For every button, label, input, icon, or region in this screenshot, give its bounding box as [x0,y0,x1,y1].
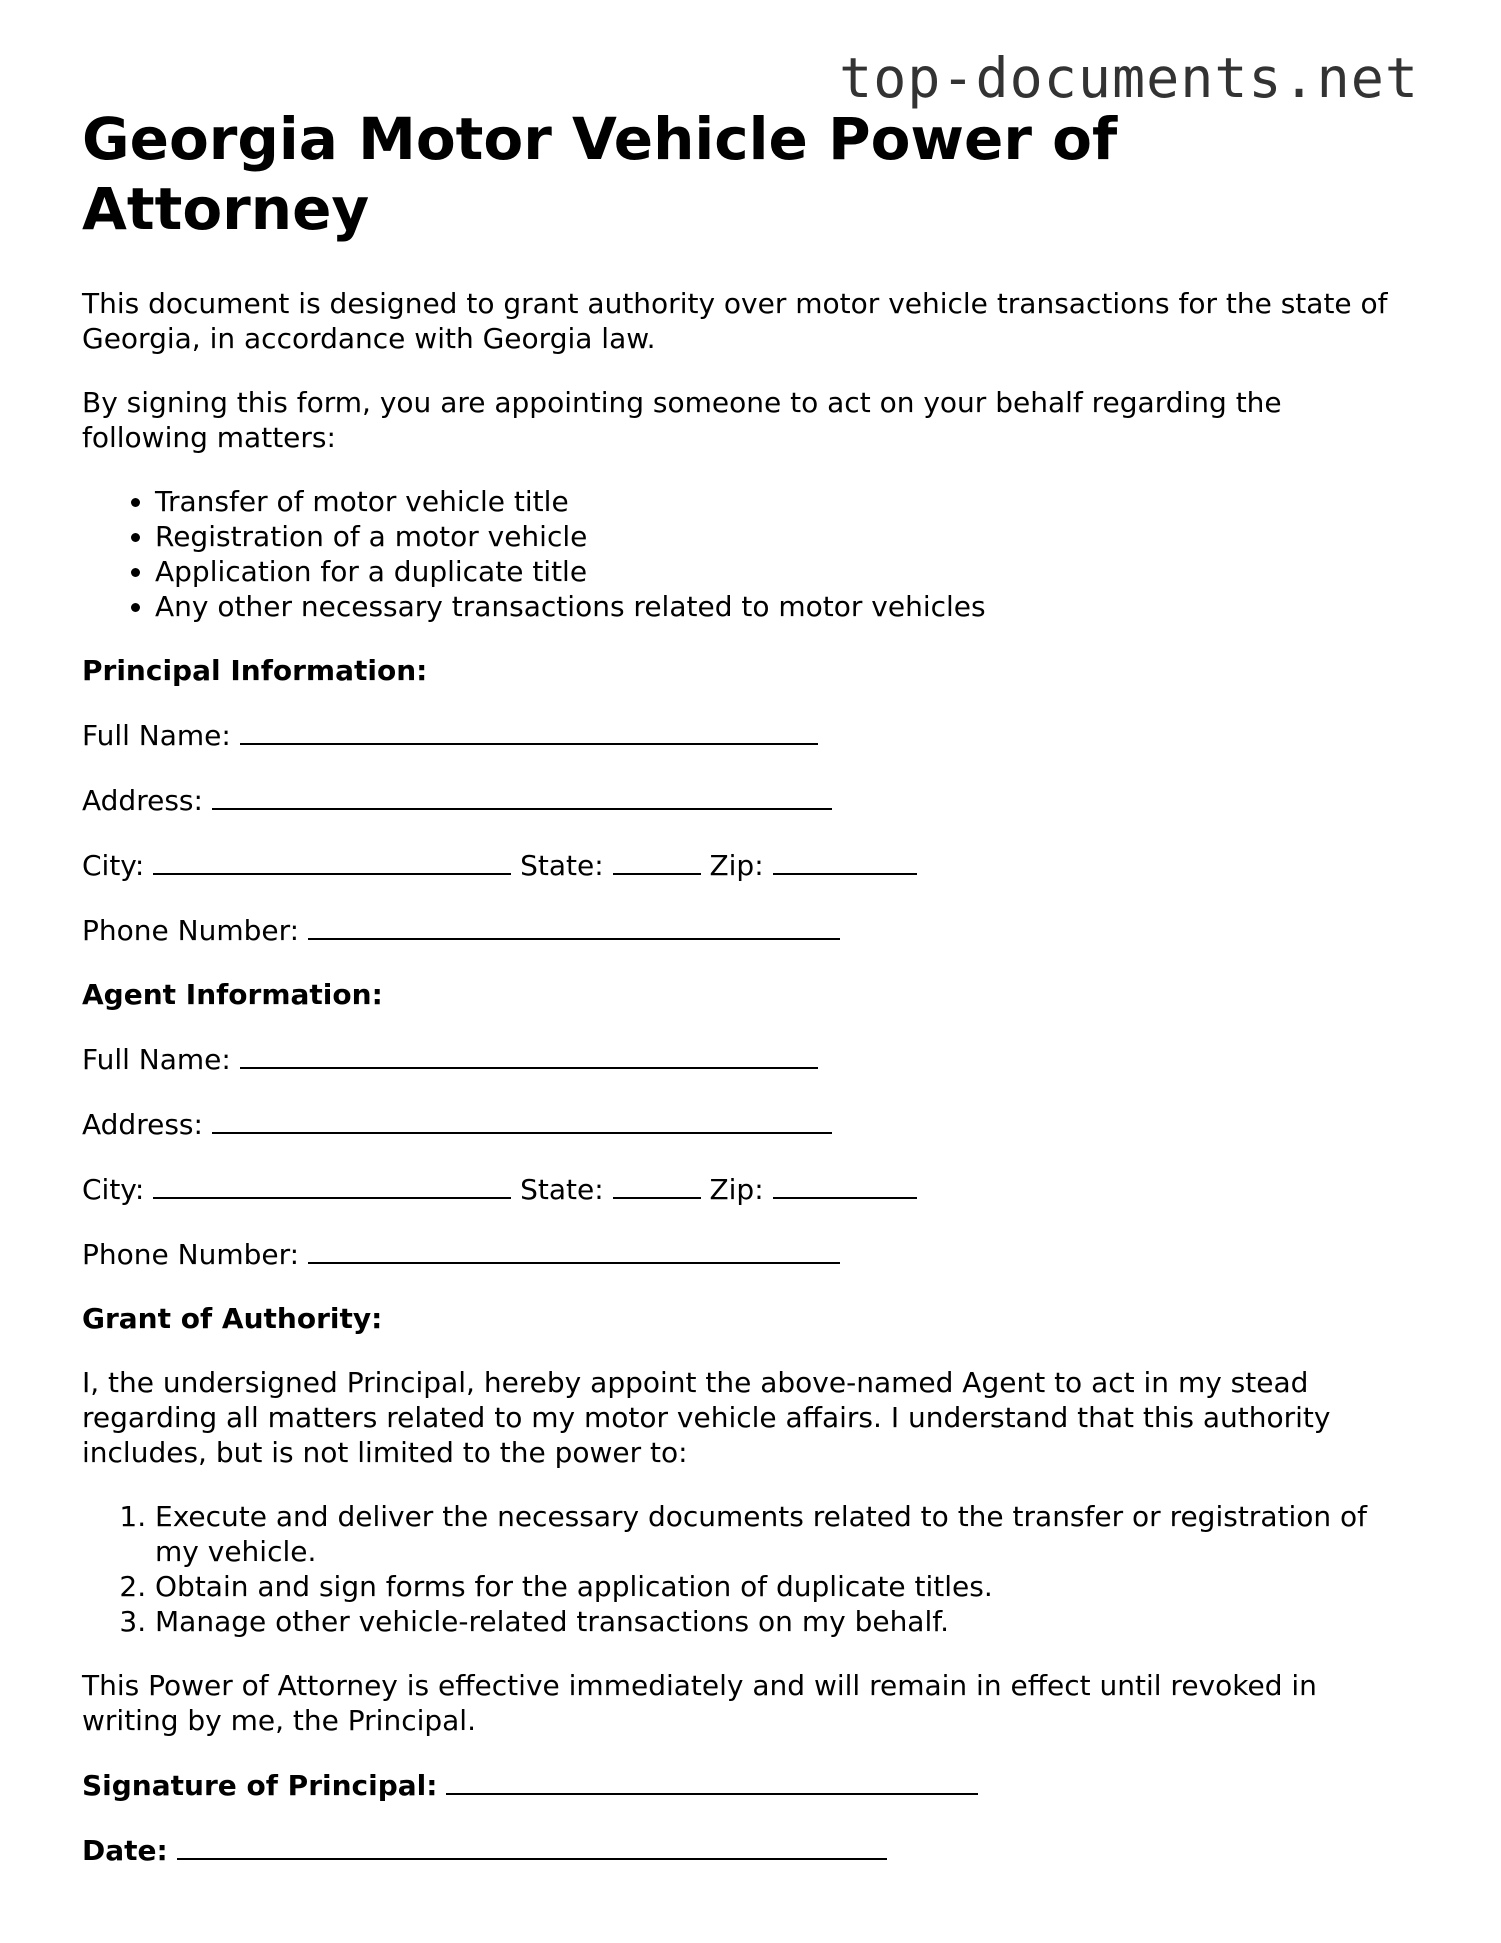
list-item: • Registration of a motor vehicle [155,519,1412,554]
principal-city-field[interactable] [153,847,511,875]
list-item: • Application for a duplicate title [155,554,1412,589]
agent-city-label: City: [82,1173,145,1206]
signature-label: Signature of Principal: [82,1769,438,1802]
agent-state-field[interactable] [613,1171,701,1199]
agent-address-label: Address: [82,1108,203,1141]
agent-city-field[interactable] [153,1171,511,1199]
document-title: Georgia Motor Vehicle Power of Attorney [82,105,1118,243]
agent-full-name-label: Full Name: [82,1043,231,1076]
matters-list [82,484,1412,624]
date-label: Date: [82,1834,168,1867]
date-field[interactable] [177,1832,887,1860]
agent-zip-label: Zip: [709,1173,764,1206]
agent-full-name-field[interactable] [240,1041,818,1069]
principal-zip-field[interactable] [773,847,917,875]
principal-state-label: State: [520,849,604,882]
agent-address-row [82,1106,1412,1142]
principal-city-row [82,847,1412,883]
agent-state-label: State: [520,1173,604,1206]
agent-phone-label: Phone Number: [82,1238,300,1271]
list-item: • Transfer of motor vehicle title [155,484,1412,519]
grant-paragraph: I, the undersigned Principal, hereby appoint the above-named Agent to act in my stead regarding all matters related to my motor vehicle affairs. I understand that this authority includes, but is not limited to the power to: [82,1366,1331,1469]
agent-zip-field[interactable] [773,1171,917,1199]
intro-paragraph: This document is designed to grant authority over motor vehicle transactions for the state of Georgia, in accordance with Georgia law. [82,287,1388,355]
principal-address-label: Address: [82,784,203,817]
principal-heading: Principal Information: [82,654,428,687]
document-page [82,104,1412,1897]
appoint-paragraph: By signing this form, you are appointing someone to act on your behalf regarding the following matters: [82,386,1282,454]
powers-list [82,1499,1412,1639]
principal-phone-row [82,912,1412,948]
agent-city-row [82,1171,1412,1207]
principal-phone-field[interactable] [308,912,840,940]
agent-phone-field[interactable] [308,1236,840,1264]
principal-full-name-label: Full Name: [82,719,231,752]
list-item: 3. Manage other vehicle-related transactions on my behalf. [155,1604,1412,1639]
agent-full-name-row [82,1041,1412,1077]
principal-city-label: City: [82,849,145,882]
principal-full-name-row [82,717,1412,753]
signature-row [82,1767,1412,1803]
agent-phone-row [82,1236,1412,1272]
principal-phone-label: Phone Number: [82,914,300,947]
principal-full-name-field[interactable] [240,717,818,745]
watermark: top-documents.net [839,46,1419,110]
list-item: • Any other necessary transactions related to motor vehicles [155,589,1412,624]
effective-paragraph: This Power of Attorney is effective immediately and will remain in effect until revoked in writing by me, the Principal. [82,1669,1317,1737]
date-row [82,1832,1412,1868]
principal-address-field[interactable] [212,782,832,810]
principal-zip-label: Zip: [709,849,764,882]
agent-heading: Agent Information: [82,978,383,1011]
signature-field[interactable] [446,1767,978,1795]
grant-heading: Grant of Authority: [82,1302,383,1335]
agent-address-field[interactable] [212,1106,832,1134]
principal-address-row [82,782,1412,818]
list-item: 1. Execute and deliver the necessary documents related to the transfer or registration of my vehicle. [155,1499,1412,1569]
principal-state-field[interactable] [613,847,701,875]
list-item: 2. Obtain and sign forms for the application of duplicate titles. [155,1569,1412,1604]
